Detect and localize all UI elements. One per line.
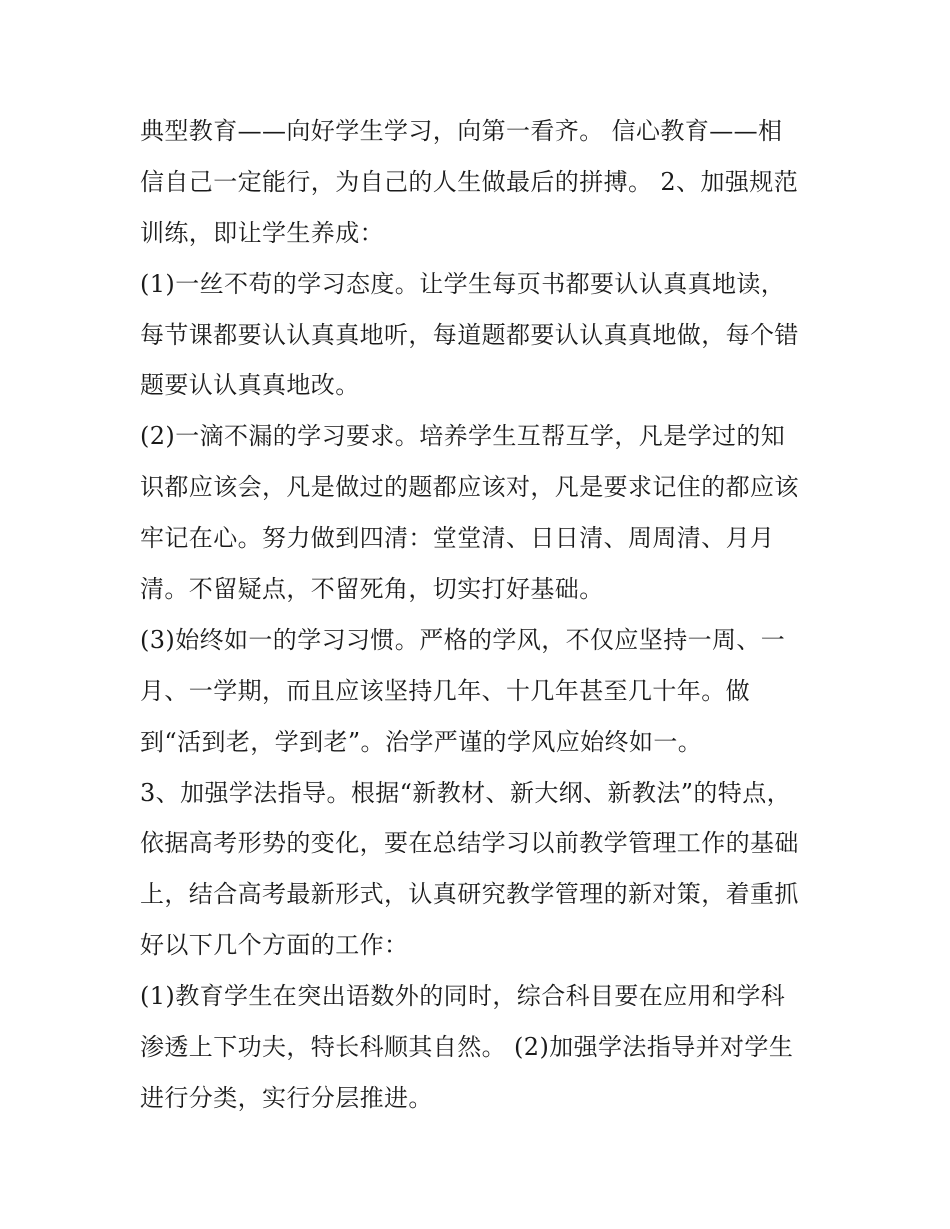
text-line: (1)一丝不苟的学习态度。让学生每页书都要认认真真地读， [140,269,786,298]
text-line: 牢记在心。努力做到四清：堂堂清、日日清、周周清、月月 [140,524,775,553]
text-line: 好以下几个方面的工作： [140,931,409,960]
text-line: (1)教育学生在突出语数外的同时，综合科目要在应用和学科 [140,982,786,1011]
text-line: 上，结合高考最新形式，认真研究教学管理的新对策，着重抓 [140,880,799,909]
text-line: 依据高考形势的变化，要在总结学习以前教学管理工作的基础 [140,829,799,858]
text-line: 清。不留疑点，不留死角，切实打好基础。 [140,575,604,604]
text-line: 识都应该会，凡是做过的题都应该对，凡是要求记住的都应该 [140,473,799,502]
document-body [140,106,830,1124]
text-line: 渗透上下功夫，特长科顺其自然。 (2)加强学法指导并对学生 [140,1033,794,1062]
text-line: 3、加强学法指导。根据“新教材、新大纲、新教法”的特点， [140,778,792,807]
text-line: 题要认认真真地改。 [140,371,360,400]
text-line: 典型教育——向好学生学习，向第一看齐。 信心教育——相 [140,117,783,145]
text-line: 到“活到老，学到老”。治学严谨的学风应始终如一。 [140,727,703,756]
text-line: 进行分类，实行分层推进。 [140,1083,433,1112]
text-line: 信自己一定能行，为自己的人生做最后的拼搏。 2、加强规范 [140,167,799,196]
text-line: (3)始终如一的学习习惯。严格的学风，不仅应坚持一周、一 [140,625,786,654]
text-line: (2)一滴不漏的学习要求。培养学生互帮互学，凡是学过的知 [140,422,786,451]
text-line: 月、一学期，而且应该坚持几年、十几年甚至几十年。做 [140,676,750,705]
text-line: 每节课都要认认真真地听，每道题都要认认真真地做，每个错 [140,320,799,349]
text-line: 训练，即让学生养成： [140,218,384,247]
